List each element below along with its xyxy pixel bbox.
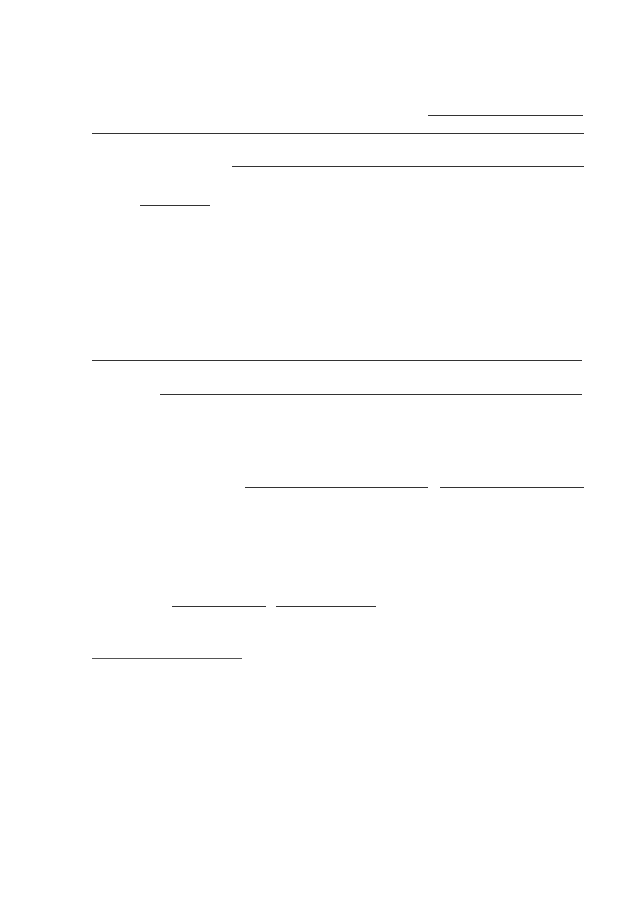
footnote-separator (92, 658, 242, 659)
other-goal-line (160, 394, 582, 395)
intro-line-5 (92, 192, 592, 206)
amount2-digits-line (172, 606, 266, 607)
project-name-line (92, 360, 582, 361)
p2-1-line-3 (92, 500, 392, 518)
rules-name-line-a (428, 115, 583, 116)
amount2-words-line (276, 606, 376, 607)
rules-name-line-b (92, 133, 584, 134)
intro-line-2 (92, 100, 114, 118)
approved-line (232, 166, 584, 167)
amount-words-line (440, 487, 584, 488)
amount-digits-line (245, 487, 428, 488)
